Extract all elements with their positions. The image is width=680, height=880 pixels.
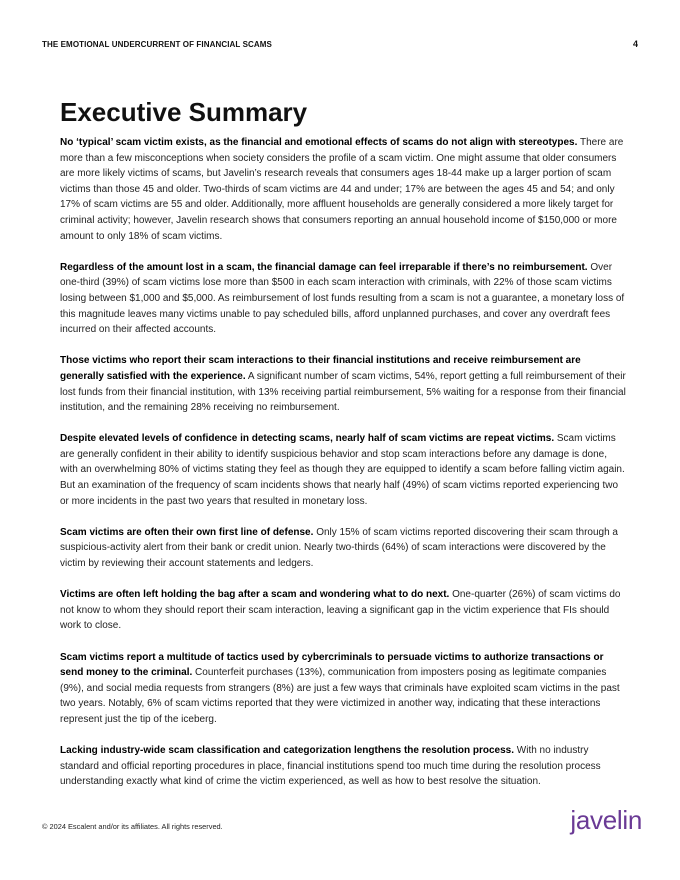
paragraph-body: Counterfeit purchases (13%), communication from imposters posing as legitimate companies (9%), and social media requests from strangers (8%) are just a few ways that criminals have exploited scam victims in the past two years. Notably, 6% of scam victims reported that they were victimized in another way, indicating that these interactions represent just the tip of the iceberg. (60, 667, 620, 725)
paragraph-lead: Regardless of the amount lost in a scam, the financial damage can feel irreparable if there’s no reimbursement. (60, 261, 588, 273)
paragraph-lead: No ‘typical’ scam victim exists, as the financial and emotional effects of scams do not align with stereotypes. (60, 137, 578, 148)
running-header-title: THE EMOTIONAL UNDERCURRENT OF FINANCIAL SCAMS (42, 40, 272, 49)
page-title: Executive Summary (60, 97, 308, 127)
paragraph-lead: Lacking industry-wide scam classification and categorization lengthens the resolution process. (60, 745, 514, 757)
paragraph-body: With no industry standard and official reporting procedures in place, financial institutions spend too much time during the resolution process understanding exactly what kind of crime the victim experienced, as well as how to best resolve the situation. (60, 745, 601, 788)
page-number: 4 (632, 39, 638, 49)
summary-paragraph-3 (60, 353, 626, 415)
paragraph-body: One-quarter (26%) of scam victims do not know to whom they should report their scam interaction, leaving a significant gap in the victim experience that FIs should work to close. (60, 589, 621, 632)
paragraph-lead: Victims are often left holding the bag after a scam and wondering what to do next. (60, 589, 450, 601)
summary-paragraph-7 (60, 650, 626, 728)
paragraph-body: A significant number of scam victims, 54%, report getting a full reimbursement of their lost funds from their financial institution, with 13% receiving partial reimbursement, 5% waiting for a response from their financial institution, and the remaining 28% receiving no reimbursement. (60, 370, 626, 414)
paragraph-lead: Scam victims are often their own first line of defense. (60, 526, 314, 538)
paragraph-lead: Despite elevated levels of confidence in detecting scams, nearly half of scam victims are repeat victims. (60, 433, 555, 445)
summary-paragraph-4 (60, 431, 626, 509)
copyright-notice: © 2024 Escalent and/or its affiliates. All rights reserved. (42, 822, 223, 831)
summary-paragraph-8 (60, 743, 626, 790)
paragraph-body: There are more than a few misconceptions when society considers the profile of a scam victim. One might assume that older consumers are more likely victims of scams, but Javelin’s research reveals that consumers ages 18-44 make up a larger portion of scam victims than those 45 and older. Two-thirds of scam victims are 44 and under; 17% are between the ages 45 and 54; and only 17% of scam victims are 55 and older. Additionally, more affluent households are generally considered a more likely target for criminal activity; however, Javelin research shows that consumers reporting an annual household income of $150,000 or more amount to only 18% of scam victims. (60, 137, 624, 242)
paragraph-body: Only 15% of scam victims reported discovering their scam through a suspicious-activity alert from their bank or credit union. Nearly two-thirds (64%) of scam interactions were discovered by the victim by reviewing their account statements and ledgers. (60, 526, 618, 570)
summary-paragraph-2 (60, 260, 626, 338)
summary-paragraph-6 (60, 587, 626, 634)
paragraph-body: Over one-third (39%) of scam victims lose more than $500 in each scam interaction with criminals, with 22% of those scam victims losing between $1,000 and $5,000. As reimbursement of lost funds resulting from a scam is not a guarantee, a monetary loss of this magnitude leaves many victims unable to pay scheduled bills, afford unplanned purchases, and cover any overdraft fees incurred on their affected accounts. (60, 261, 625, 336)
summary-paragraph-5 (60, 525, 626, 572)
summary-paragraph-1 (60, 135, 626, 244)
paragraph-lead: Scam victims report a multitude of tactics used by cybercriminals to persuade victims to authorize transactions or send money to the criminal. (60, 651, 604, 679)
javelin-logo: javelin (570, 805, 642, 835)
paragraph-body: Scam victims are generally confident in their ability to identify suspicious behavior and stop scam interactions before any damage is done, with an overwhelming 80% of victims stating they feel as though they are equipped to identify a scam before falling victim again. But an examination of the frequency of scam incidents shows that nearly half (49%) of scam victims reported experiencing two or more incidents in the past two years that resulted in monetary loss. (60, 433, 625, 507)
paragraph-lead: Those victims who report their scam interactions to their financial institutions and receive reimbursement are generally satisfied with the experience. (60, 355, 581, 382)
summary-body (60, 135, 626, 806)
